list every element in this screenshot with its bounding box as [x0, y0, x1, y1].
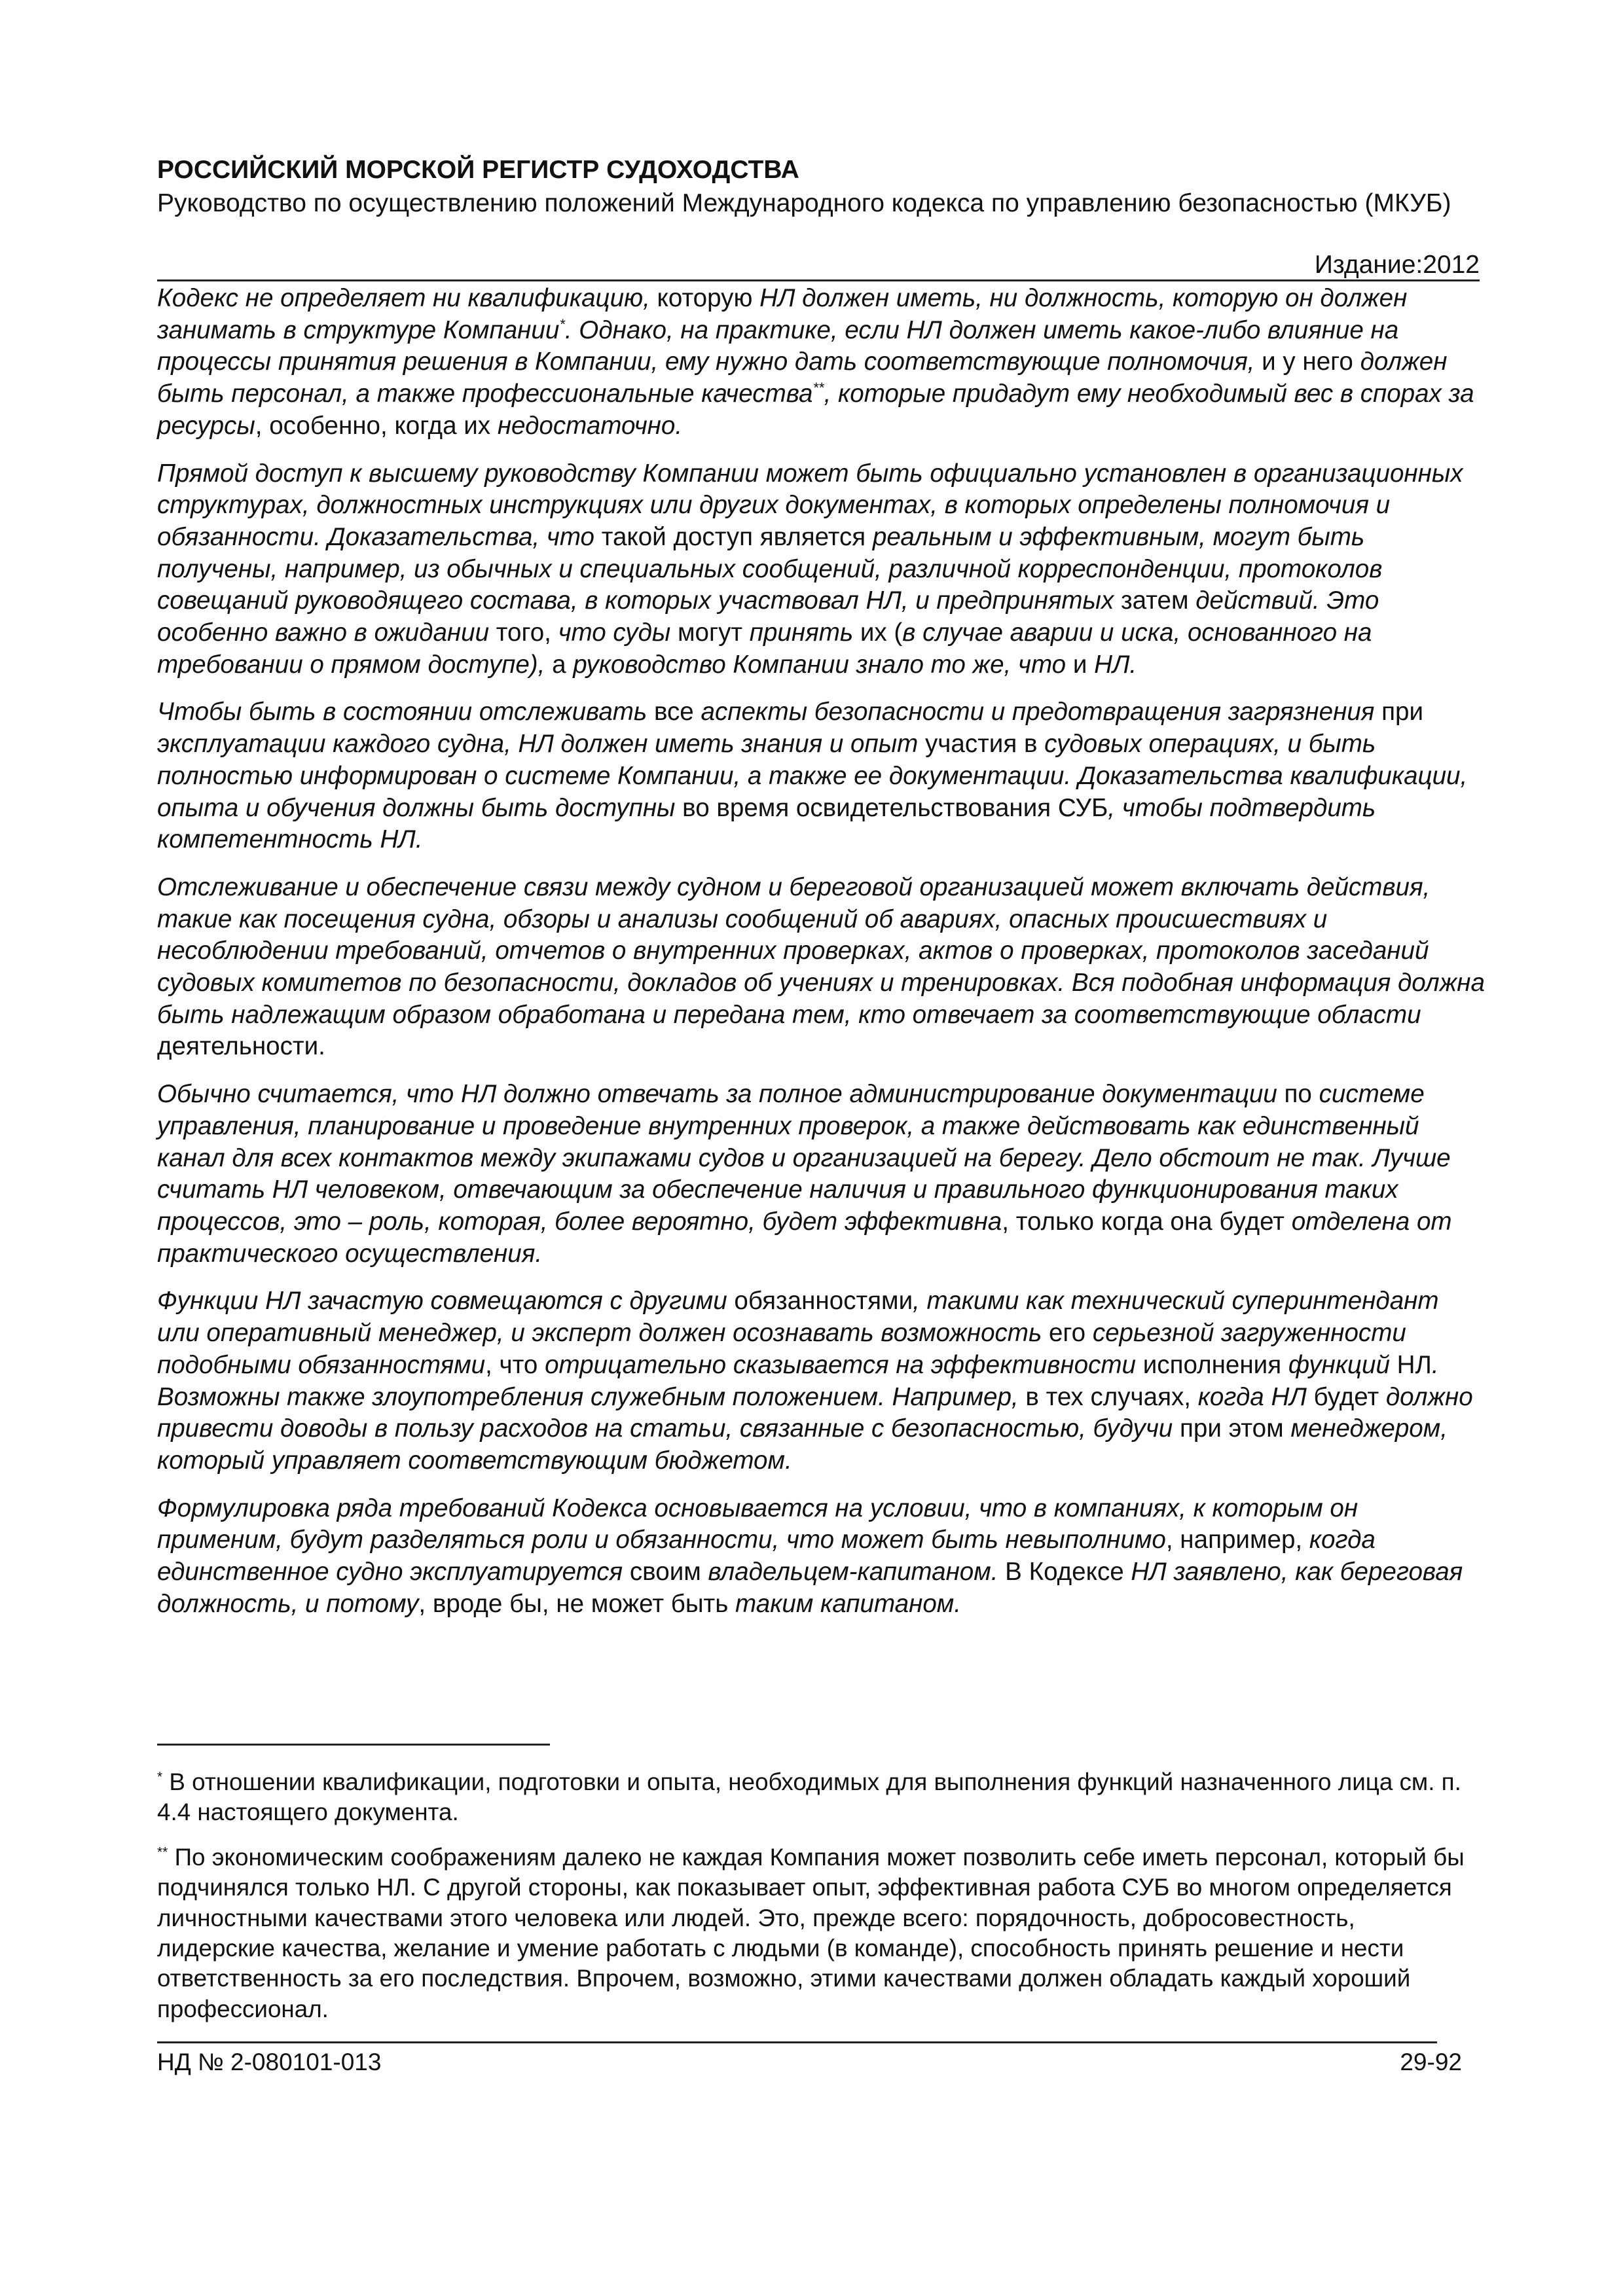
body-paragraph: [157, 1285, 1487, 1477]
text-run: НЛ: [1396, 1350, 1432, 1379]
text-run: должен быть персонал, а также профессиональные качества: [157, 348, 1448, 408]
document-title: Руководство по осуществлению положений Международного кодекса по управлению безопасностью (МКУБ): [157, 189, 1451, 217]
text-run: , особенно, когда их: [255, 411, 498, 440]
text-run: руководство Компании знало то же, что: [573, 650, 1073, 679]
footnote-mark: **: [157, 1844, 168, 1860]
footnote: [157, 1767, 1467, 1828]
page-number: 29-92: [1400, 2049, 1462, 2075]
text-run: когда НЛ: [1197, 1382, 1314, 1411]
body-paragraph: [157, 283, 1487, 442]
footnote-reference: *: [559, 315, 565, 332]
text-run: серьезной загруженности подобными обязанностями: [157, 1319, 1406, 1379]
text-run: недостаточно.: [497, 411, 683, 440]
footnote-separator: [157, 1744, 550, 1746]
text-run: реальным и эффективным, могут быть получены, например, из обычных и специальных сообщений, различной корреспонденции, протоколов совещаний руководящего состава, в которых участвовал НЛ, и предпринятых: [157, 522, 1383, 615]
text-run: , чтобы подтвердить компетентность НЛ.: [157, 793, 1376, 854]
text-run: таким капитаном.: [735, 1589, 961, 1618]
text-run: , только когда она будет: [1002, 1207, 1292, 1236]
body-paragraph: [157, 1079, 1487, 1270]
text-run: его: [1048, 1319, 1093, 1348]
text-run: Чтобы быть в состоянии отслеживать: [157, 698, 654, 726]
text-run: отрицательно сказывается на эффективности: [545, 1350, 1143, 1379]
text-run: и у него: [1262, 348, 1360, 376]
body-text: [157, 283, 1487, 1636]
text-run: функций: [1288, 1350, 1397, 1379]
text-run: НЛ.: [1094, 650, 1137, 679]
footnotes: [157, 1767, 1467, 2039]
text-run: НЛ заявлено, как береговая должность, и потому: [157, 1558, 1463, 1618]
body-paragraph: [157, 696, 1487, 856]
body-paragraph: [157, 872, 1487, 1063]
text-run: системе управления, планирование и проведение внутренних проверок, а также действовать как единственный канал для всех контактов между экипажами судов и организацией на берегу. Дело обстоит не так. Лучше считать НЛ человеком, отвечающим за обеспечение наличия и правильного функционирования таких процессов, это – роль, которая, более вероятно, будет эффективна: [157, 1080, 1451, 1236]
text-run: аспекты безопасности и предотвращения загрязнения: [701, 698, 1382, 726]
text-run: , такими как технический суперинтендант или оперативный менеджер, и эксперт должен осознавать возможность: [157, 1287, 1439, 1348]
footer-divider: [157, 2041, 1437, 2043]
text-run: при этом: [1179, 1414, 1291, 1443]
text-run: , что: [485, 1350, 545, 1379]
text-run: принять: [749, 619, 860, 647]
footnote-text: По экономическим соображениям далеко не каждая Компания может позволить себе иметь персонал, который бы подчинялся только НЛ. С другой стороны, как показывает опыт, эффективная работа СУБ во многом определяется личностными качествами этого человека или людей. Это, прежде всего: порядочность, добросовестность, лидерские качества, желание и умение работать с людьми (в команде), способность принять решение и нести ответственность за его последствия. Впрочем, возможно, этими качествами должен обладать каждый хороший профессионал.: [157, 1843, 1465, 2022]
text-run: в случае аварии и иска, основанного на требовании о прямом доступе),: [157, 619, 1372, 679]
text-run: все: [653, 698, 701, 726]
edition-label: Издание:2012: [1314, 251, 1480, 279]
text-run: в тех случаях,: [1025, 1382, 1198, 1411]
footnote-reference: **: [812, 380, 824, 397]
text-run: Обычно считается, что НЛ должно отвечать за полное администрирование документации: [157, 1080, 1285, 1109]
text-run: во время освидетельствования СУБ: [682, 793, 1108, 822]
text-run: эксплуатации каждого судна, НЛ должен иметь знания и опыт: [157, 730, 925, 759]
text-run: при: [1381, 698, 1424, 726]
text-run: Прямой доступ к высшему руководству Компании может быть официально установлен в организационных структурах, должностных инструкциях или других документах, в которых определены полномочия и обязанности. Доказательства, что: [157, 459, 1463, 551]
text-run: , которые придадут ему необходимый вес в спорах за ресурсы: [157, 380, 1474, 440]
text-run: НЛ должен иметь, ни должность, которую он должен занимать в структуре Компании: [157, 284, 1408, 344]
header-divider: [157, 279, 1480, 281]
text-run: действий. Это особенно важно в ожидании: [157, 586, 1379, 647]
text-run: что суды: [558, 619, 678, 647]
text-run: участия в: [924, 730, 1045, 759]
organization-name: РОССИЙСКИЙ МОРСКОЙ РЕГИСТР СУДОХОДСТВА: [157, 156, 799, 184]
text-run: могут: [678, 619, 750, 647]
text-run: отделена от практического осуществления.: [157, 1207, 1452, 1268]
text-run: деятельности.: [157, 1032, 325, 1061]
text-run: Кодекс не определяет ни квалификацию,: [157, 284, 657, 312]
text-run: которую: [657, 284, 760, 312]
body-paragraph: [157, 1493, 1487, 1621]
text-run: менеджером, который управляет соответствующим бюджетом.: [157, 1414, 1448, 1475]
text-run: своим: [629, 1558, 708, 1587]
text-run: судовых операциях, и быть полностью информирован о системе Компании, а также ее документации. Доказательства квалификации, опыта и обучения должны быть доступны: [157, 730, 1468, 822]
text-run: исполнения: [1142, 1350, 1288, 1379]
text-run: , вроде бы, не может быть: [418, 1589, 736, 1618]
document-number: НД № 2-080101-013: [157, 2049, 382, 2075]
text-run: по: [1284, 1080, 1319, 1109]
text-run: . Однако, на практике, если НЛ должен иметь какое-либо влияние на процессы принятия решения в Компании, ему нужно дать соответствующие полномочия,: [157, 315, 1399, 376]
text-run: Формулировка ряда требований Кодекса основывается на условии, что в компаниях, к которым он применим, будут разделяться роли и обязанности, что может быть невыполнимо: [157, 1494, 1359, 1554]
footnote-mark: *: [157, 1769, 163, 1785]
body-paragraph: [157, 458, 1487, 681]
text-run: . Возможны также злоупотребления служебным положением. Например,: [157, 1350, 1439, 1411]
text-run: Функции НЛ зачастую совмещаются с другими: [157, 1287, 735, 1316]
text-run: такой доступ является: [601, 522, 873, 551]
text-run: и: [1072, 650, 1095, 679]
text-run: обязанностями: [734, 1287, 913, 1316]
text-run: Отслеживание и обеспечение связи между судном и береговой организацией может включать действия, такие как посещения судна, обзоры и анализы сообщений об авариях, опасных происшествиях и несоблюдении требований, отчетов о внутренних проверках, актов о проверках, протоколов заседаний судовых комитетов по безопасности, докладов об учениях и тренировках. Вся подобная информация должна быть надлежащим образом обработана и передана тем, кто отвечает за соответствующие области: [157, 872, 1485, 1029]
text-run: затем: [1120, 586, 1196, 615]
text-run: должно привести доводы в пользу расходов на статьи, связанные с безопасностью, будучи: [157, 1382, 1473, 1443]
text-run: В Кодексе: [1005, 1558, 1131, 1587]
text-run: , например,: [1165, 1526, 1309, 1554]
text-run: когда единственное судно эксплуатируется: [157, 1526, 1376, 1587]
text-run: того,: [496, 619, 558, 647]
text-run: владельцем-капитаном.: [708, 1558, 1006, 1587]
text-run: а: [552, 650, 574, 679]
text-run: будет: [1313, 1382, 1386, 1411]
text-run: их (: [860, 619, 903, 647]
footnote-text: В отношении квалификации, подготовки и опыта, необходимых для выполнения функций назначенного лица см. п. 4.4 настоящего документа.: [157, 1768, 1461, 1826]
footnote: [157, 1842, 1467, 2024]
